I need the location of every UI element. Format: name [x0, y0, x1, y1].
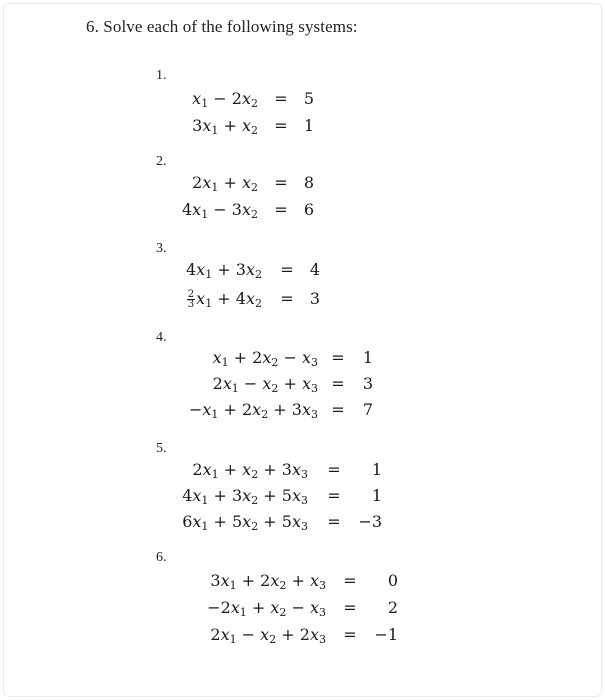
equals-sign: =	[331, 348, 345, 367]
equation-lhs: $4x_1 + 3x_2 + 5x_3$	[182, 486, 308, 507]
equation-rhs: 1	[362, 348, 373, 367]
equals-sign: =	[274, 116, 288, 135]
system-number: 1.	[156, 68, 167, 83]
equals-sign: =	[327, 460, 341, 479]
equals-sign: =	[280, 260, 294, 279]
equation-rhs: 5	[303, 89, 314, 108]
equals-sign: =	[331, 374, 345, 393]
equation-lhs: $x_1 + 2x_2 - x_3$	[212, 348, 318, 369]
system-number: 3.	[156, 241, 167, 256]
equation-rhs: 1	[371, 460, 382, 479]
equation-rhs: 7	[362, 400, 373, 419]
equals-sign: =	[280, 289, 294, 308]
equals-sign: =	[343, 571, 357, 590]
equation-lhs: $2x_1 + x_2$	[192, 173, 258, 194]
equation-rhs: 3	[362, 374, 373, 393]
equation-lhs: $x_1 - 2x_2$	[192, 89, 258, 110]
equation-rhs: 3	[309, 289, 320, 308]
equation-rhs: −1	[374, 625, 398, 644]
equals-sign: =	[331, 400, 345, 419]
equation-lhs: $2x_1 - x_2 + x_3$	[212, 374, 318, 395]
equation-lhs: $3x_1 + x_2$	[192, 116, 258, 137]
equation-rhs: 1	[371, 486, 382, 505]
equals-sign: =	[274, 89, 288, 108]
equation-lhs: $4x_1 - 3x_2$	[181, 200, 258, 221]
equals-sign: =	[343, 598, 357, 617]
problem-heading: 6. Solve each of the following systems:	[86, 17, 358, 36]
equals-sign: =	[343, 625, 357, 644]
system-number: 4.	[156, 330, 167, 345]
equation-rhs: 0	[387, 571, 398, 590]
equation-rhs: 2	[387, 598, 398, 617]
equals-sign: =	[274, 200, 288, 219]
system-number: 5.	[156, 441, 167, 456]
equation-lhs: $4x_1 + 3x_2$	[185, 260, 262, 281]
fraction: $\frac{2}{3}$	[187, 289, 195, 310]
equation-rhs: 4	[309, 260, 320, 279]
equals-sign: =	[327, 512, 341, 531]
equation-rhs: 1	[303, 116, 314, 135]
equation-lhs: $3x_1 + 2x_2 + x_3$	[210, 571, 326, 592]
equation-rhs: 8	[303, 173, 314, 192]
equation-lhs: $2x_1 - x_2 + 2x_3$	[210, 625, 326, 646]
system-number: 2.	[156, 154, 167, 169]
equation-rhs: −3	[358, 512, 382, 531]
system-number: 6.	[156, 550, 167, 565]
equation-rhs: 6	[303, 200, 314, 219]
equation-lhs: $6x_1 + 5x_2 + 5x_3$	[182, 512, 308, 533]
equation-lhs: $\frac{2}{3}$ $x_1 + 4x_2$	[187, 289, 262, 310]
equals-sign: =	[327, 486, 341, 505]
equation-lhs: $2x_1 + x_2 + 3x_3$	[192, 460, 308, 481]
equation-lhs: $-x_1 + 2x_2 + 3x_3$	[188, 400, 318, 421]
equals-sign: =	[274, 173, 288, 192]
equation-lhs: $-2x_1 + x_2 - x_3$	[207, 598, 326, 619]
